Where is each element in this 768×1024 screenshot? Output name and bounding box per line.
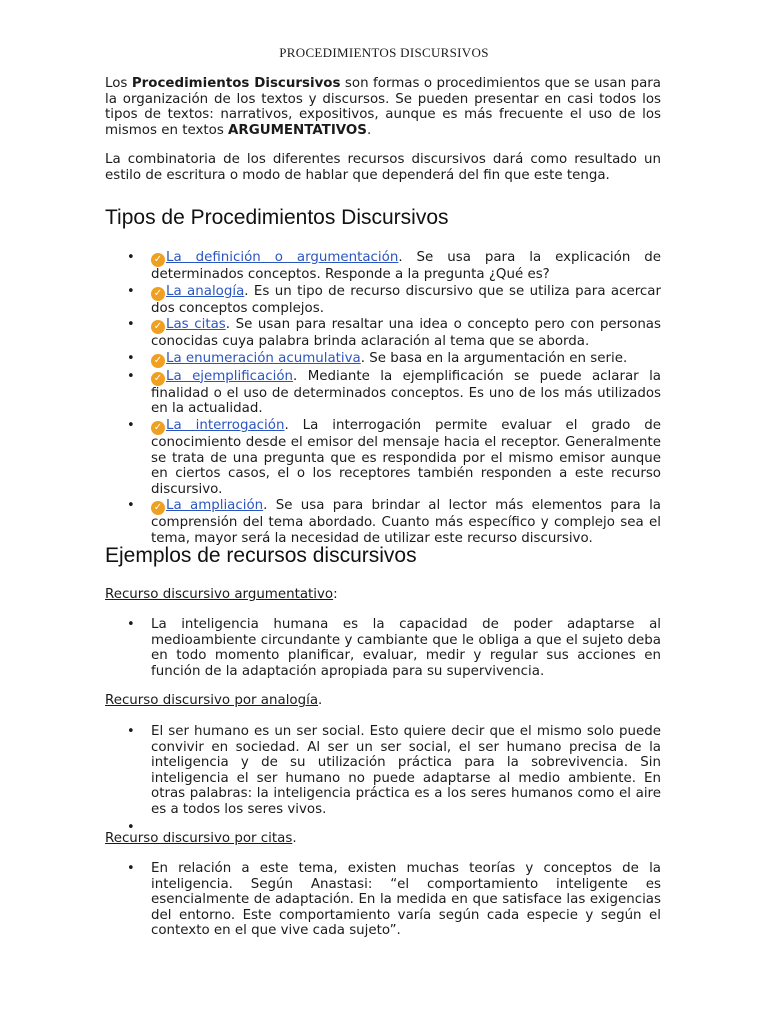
document-title: PROCEDIMIENTOS DISCURSIVOS bbox=[279, 45, 489, 60]
section-label-citas: Recurso discursivo por citas. bbox=[105, 831, 297, 846]
intro-paragraph-2: La combinatoria de los diferentes recursos discursivos dará como resultado un estilo de escritura o modo de hablar que dependerá del fin que este tenga. bbox=[105, 152, 661, 183]
intro-text: . bbox=[366, 122, 372, 138]
check-circle-icon: ✓ bbox=[151, 253, 165, 267]
argumentativo-list bbox=[105, 617, 661, 679]
tipo-link-analogia[interactable]: La analogía bbox=[166, 283, 245, 299]
tipos-list bbox=[105, 250, 661, 547]
check-circle-icon: ✓ bbox=[151, 354, 165, 368]
list-item: • ✓ La ampliación. Se usa para brindar al lector más elementos para la comprensión del tema abordado. Cuanto más específico y complejo sea el tema, mayor será la necesidad de utilizar este recurso discursivo. bbox=[105, 498, 661, 546]
check-circle-icon: ✓ bbox=[151, 501, 165, 515]
intro-bold-term: Procedimientos Discursivos bbox=[131, 76, 341, 91]
list-item: • ✓ La enumeración acumulativa. Se basa en la argumentación en serie. bbox=[105, 351, 661, 368]
tipos-heading: Tipos de Procedimientos Discursivos bbox=[105, 206, 449, 229]
tipo-link-definicion[interactable]: La definición o argumentación bbox=[166, 250, 399, 265]
section-label-argumentativo: Recurso discursivo argumentativo: bbox=[105, 587, 338, 602]
intro-text: son formas o procedimientos que se usan para la organización de los textos y discursos. Se pueden presentar en casi todos los tipos de textos: narrativos, expositivos, aunque es más frecuente el uso de los mismos en textos bbox=[105, 76, 661, 138]
check-circle-icon: ✓ bbox=[151, 287, 165, 301]
tipo-link-interrogacion[interactable]: La interrogación bbox=[166, 417, 285, 433]
intro-bold-term: ARGUMENTATIVOS bbox=[228, 122, 367, 138]
analogia-list bbox=[105, 724, 661, 835]
check-circle-icon: ✓ bbox=[151, 372, 165, 386]
citas-list bbox=[105, 861, 661, 939]
list-item: • ✓ La interrogación. La interrogación permite evaluar el grado de conocimiento desde el emisor del mensaje hacia el receptor. Generalmente se trata de una pregunta que es respondida por el mismo emisor aunque en ciertos casos, el o los receptores también responden a este recurso discursivo. bbox=[105, 418, 661, 497]
tipo-link-ampliacion[interactable]: La ampliación bbox=[166, 498, 264, 514]
list-item: • En relación a este tema, existen muchas teorías y conceptos de la inteligencia. Según Anastasi: “el comportamiento inteligente es esencialmente de adaptación. En la medida en que satisface las exigencias del entorno. Este comportamiento varía según cada especie y según el contexto en el que vive cada sujeto”. bbox=[105, 861, 661, 939]
check-circle-icon: ✓ bbox=[151, 320, 165, 334]
list-item: • ✓ Las citas. Se usan para resaltar una idea o concepto pero con personas conocidas cuya palabra brinda aclaración al tema que se aborda. bbox=[105, 317, 661, 350]
ejemplos-heading: Ejemplos de recursos discursivos bbox=[105, 544, 417, 567]
list-item: • El ser humano es un ser social. Esto quiere decir que el mismo solo puede convivir en sociedad. Al ser un ser social, el ser humano precisa de la inteligencia y de su utilización práctica para la sobrevivencia. Sin inteligencia el ser humano no puede adaptarse al medio ambiente. En otras palabras: la inteligencia práctica es a los seres humanos como el aire es a todos los seres vivos. bbox=[105, 724, 661, 818]
list-item: • ✓ La analogía. Es un tipo de recurso discursivo que se utiliza para acercar dos conceptos complejos. bbox=[105, 284, 661, 317]
list-item: • ✓ La definición o argumentación. Se usa para la explicación de determinados conceptos. Responde a la pregunta ¿Qué es? bbox=[105, 250, 661, 283]
tipo-link-citas[interactable]: Las citas bbox=[166, 317, 226, 333]
tipo-link-enumeracion[interactable]: La enumeración acumulativa bbox=[166, 350, 361, 366]
intro-paragraph-1 bbox=[105, 76, 661, 138]
tipo-link-ejemplificacion[interactable]: La ejemplificación bbox=[166, 368, 294, 384]
intro-text: Los bbox=[105, 76, 132, 91]
list-item: • ✓ La ejemplificación. Mediante la ejemplificación se puede aclarar la finalidad o el uso de determinados conceptos. Es uno de los más utilizados en la actualidad. bbox=[105, 369, 661, 417]
check-circle-icon: ✓ bbox=[151, 421, 165, 435]
list-item: • La inteligencia humana es la capacidad de poder adaptarse al medioambiente circundante y cambiante que le obliga a que el sujeto deba en todo momento planificar, evaluar, medir y regular sus acciones en función de la adaptación apropiada para su supervivencia. bbox=[105, 617, 661, 679]
section-label-analogia: Recurso discursivo por analogía. bbox=[105, 693, 323, 708]
